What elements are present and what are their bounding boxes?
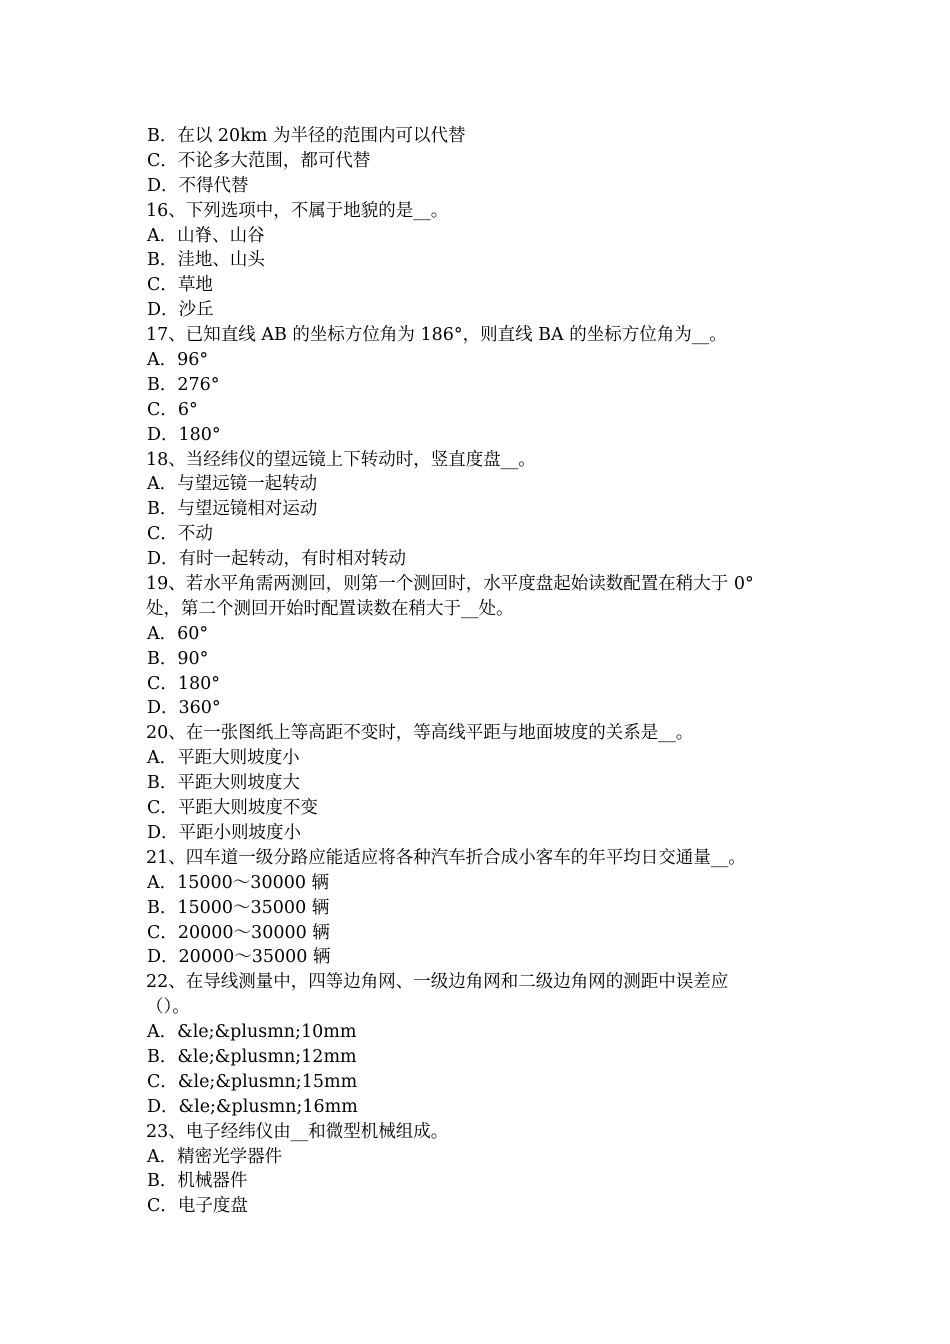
option-line: D．平距小则坡度小 — [147, 822, 302, 843]
option-line: A．与望远镜一起转动 — [147, 474, 318, 495]
option-line: C．6° — [147, 399, 198, 420]
question-20-stem: 20、在一张图纸上等高距不变时，等高线平距与地面坡度的关系是__。 — [146, 723, 694, 744]
option-line: B．&le;&plusmn;12mm — [147, 1046, 357, 1067]
option-line: C．不动 — [147, 524, 213, 545]
option-line: C．20000～30000 辆 — [147, 922, 330, 943]
option-line: C．&le;&plusmn;15mm — [147, 1071, 358, 1092]
option-line: C．180° — [147, 673, 221, 694]
option-line: B．15000～35000 辆 — [147, 897, 330, 918]
option-line: B．平距大则坡度大 — [147, 773, 300, 794]
option-line: A．平距大则坡度小 — [147, 748, 300, 769]
question-22-stem-line-1: 22、在导线测量中，四等边角网、一级边角网和二级边角网的测距中误差应 — [146, 972, 729, 993]
question-16-stem: 16、下列选项中，不属于地貌的是__。 — [146, 200, 449, 221]
option-line: C．不论多大范围，都可代替 — [147, 150, 371, 171]
option-line: D．沙丘 — [147, 300, 214, 321]
option-line: A．15000～30000 辆 — [147, 872, 330, 893]
option-line: A．山脊、山谷 — [147, 225, 265, 246]
option-line: A．&le;&plusmn;10mm — [147, 1022, 357, 1043]
question-19-stem-line-2: 处，第二个测回开始时配置读数在稍大于__处。 — [146, 598, 514, 619]
option-line: A．60° — [147, 623, 209, 644]
option-line: C．平距大则坡度不变 — [147, 798, 318, 819]
option-line: B．洼地、山头 — [147, 250, 265, 271]
question-23-stem: 23、电子经纬仪由__和微型机械组成。 — [146, 1121, 449, 1142]
question-19-stem-line-1: 19、若水平角需两测回，则第一个测回时，水平度盘起始读数配置在稍大于 0° — [146, 574, 754, 595]
question-18-stem: 18、当经纬仪的望远镜上下转动时，竖直度盘__。 — [146, 449, 536, 470]
option-line: C．电子度盘 — [147, 1196, 248, 1217]
option-line: D．20000～35000 辆 — [147, 947, 331, 968]
document-page — [146, 124, 810, 1219]
option-line: D．180° — [147, 424, 221, 445]
option-line: A．96° — [147, 350, 209, 371]
option-line: D．360° — [147, 698, 221, 719]
option-line: B．276° — [147, 374, 220, 395]
option-line: A．精密光学器件 — [147, 1146, 283, 1167]
option-line: B．与望远镜相对运动 — [147, 499, 318, 520]
question-22-stem-line-2: （）。 — [146, 997, 190, 1018]
option-line: B．机械器件 — [147, 1171, 248, 1192]
option-line: B．在以 20km 为半径的范围内可以代替 — [147, 126, 466, 146]
option-line: D．不得代替 — [147, 175, 249, 196]
option-line: D．&le;&plusmn;16mm — [147, 1096, 358, 1117]
option-line: B．90° — [147, 648, 209, 669]
question-17-stem: 17、已知直线 AB 的坐标方位角为 186°，则直线 BA 的坐标方位角为__。 — [146, 325, 727, 346]
option-line: C．草地 — [147, 275, 213, 296]
option-line: D．有时一起转动，有时相对转动 — [147, 549, 407, 570]
question-21-stem: 21、四车道一级分路应能适应将各种汽车折合成小客车的年平均日交通量__。 — [146, 847, 746, 868]
